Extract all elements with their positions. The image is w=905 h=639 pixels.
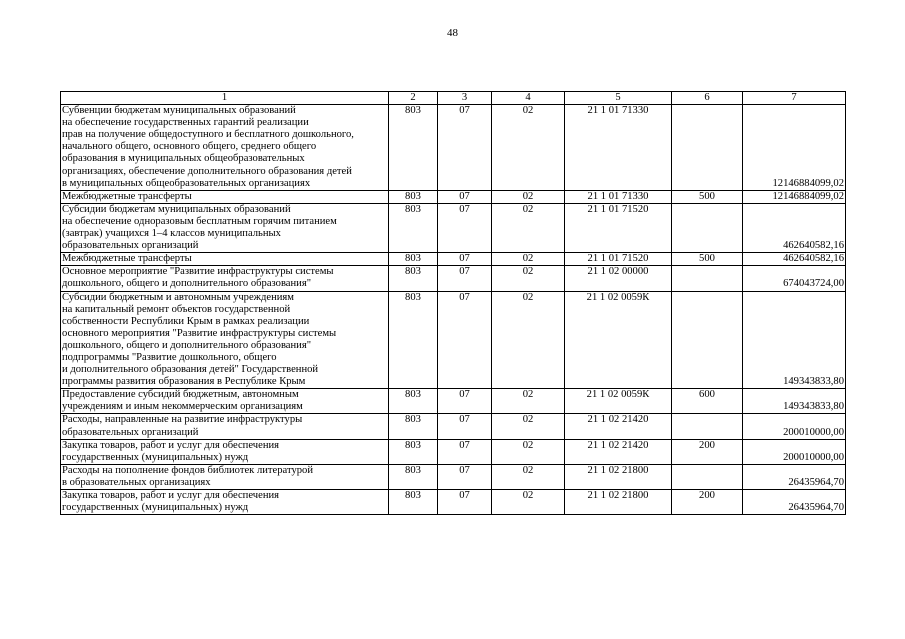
row-col-3-text: 07 xyxy=(459,105,470,117)
row-col-6 xyxy=(672,253,743,266)
row-col-4-text: 02 xyxy=(522,389,534,401)
row-description xyxy=(61,414,389,439)
table-row xyxy=(61,253,846,266)
table-row xyxy=(61,414,846,439)
table-row xyxy=(61,105,846,191)
row-col-3-text: 07 xyxy=(459,490,470,501)
row-col-3 xyxy=(438,439,492,464)
header-cell: 6 xyxy=(672,92,743,105)
header-cell: 2 xyxy=(389,92,438,105)
row-col-5 xyxy=(565,253,672,266)
row-col-3 xyxy=(438,266,492,291)
row-description xyxy=(61,190,389,203)
row-col-4-text: 02 xyxy=(522,414,534,426)
row-amount xyxy=(743,414,846,439)
row-amount-text: 12146884099,02 xyxy=(772,190,844,202)
table-row xyxy=(61,464,846,489)
row-col-3 xyxy=(438,105,492,191)
header-cell: 5 xyxy=(565,92,672,105)
row-col-2 xyxy=(389,253,438,266)
row-amount xyxy=(743,105,846,191)
row-col-5-text: 21 1 02 21420 xyxy=(587,414,649,426)
page-number: 48 xyxy=(447,27,458,39)
row-col-3 xyxy=(438,389,492,414)
row-col-2 xyxy=(389,389,438,414)
row-amount xyxy=(743,203,846,252)
table-row xyxy=(61,190,846,203)
row-description xyxy=(61,291,389,389)
row-description xyxy=(61,439,389,464)
row-col-6 xyxy=(672,105,743,191)
row-col-4 xyxy=(492,414,565,439)
row-col-3 xyxy=(438,414,492,439)
budget-table xyxy=(60,91,846,515)
row-description-text: Расходы, направленные на развитие инфраструктуры образовательных организаций xyxy=(62,414,303,438)
row-amount-text: 26435964,70 xyxy=(788,476,844,488)
row-amount-text: 674043724,00 xyxy=(783,278,844,290)
row-col-3 xyxy=(438,464,492,489)
row-col-5-text: 21 1 02 0059К xyxy=(586,291,650,303)
row-col-2 xyxy=(389,490,438,515)
row-col-5-text: 21 1 02 21800 xyxy=(587,464,649,476)
row-amount xyxy=(743,190,846,203)
row-col-4-text: 02 xyxy=(522,203,534,215)
row-col-3 xyxy=(438,190,492,203)
row-col-4-text: 02 xyxy=(522,266,534,278)
row-amount xyxy=(743,439,846,464)
row-col-4 xyxy=(492,253,565,266)
row-col-2-text: 803 xyxy=(405,464,421,476)
row-description-text: Субсидии бюджетам муниципальных образований на обеспечение одноразовым бесплатным горячим питанием (завтрак) учащихся 1–4 классов муниципальных образовательных организаций xyxy=(62,203,337,252)
row-description xyxy=(61,266,389,291)
row-col-3 xyxy=(438,253,492,266)
row-col-3-text: 07 xyxy=(459,439,470,451)
row-col-2-text: 803 xyxy=(405,389,421,401)
row-col-3-text: 07 xyxy=(459,253,470,265)
row-col-5 xyxy=(565,439,672,464)
row-col-6 xyxy=(672,203,743,252)
row-description xyxy=(61,389,389,414)
row-amount xyxy=(743,490,846,515)
row-col-6 xyxy=(672,464,743,489)
row-col-4 xyxy=(492,190,565,203)
row-col-6 xyxy=(672,389,743,414)
row-amount-text: 462640582,16 xyxy=(783,240,844,252)
row-col-2-text: 803 xyxy=(405,490,421,501)
row-col-3-text: 07 xyxy=(459,203,470,215)
row-col-4 xyxy=(492,439,565,464)
header-cell: 1 xyxy=(61,92,389,105)
row-col-5 xyxy=(565,105,672,191)
row-col-2-text: 803 xyxy=(405,203,421,215)
row-col-5-text: 21 1 02 00000 xyxy=(587,266,649,278)
row-description xyxy=(61,253,389,266)
row-description-text: Основное мероприятие "Развитие инфраструктуры системы дошкольного, общего и дополнительного образования" xyxy=(62,266,334,290)
row-col-5-text: 21 1 01 71330 xyxy=(587,190,649,202)
row-col-5-text: 21 1 02 21800 xyxy=(587,490,649,501)
row-col-5 xyxy=(565,190,672,203)
row-col-4-text: 02 xyxy=(522,291,534,303)
row-col-4 xyxy=(492,105,565,191)
row-col-4-text: 02 xyxy=(522,464,534,476)
table-row xyxy=(61,439,846,464)
row-col-2 xyxy=(389,439,438,464)
row-amount xyxy=(743,291,846,389)
row-description-text: Межбюджетные трансферты xyxy=(62,190,192,202)
header-cell: 3 xyxy=(438,92,492,105)
row-col-4 xyxy=(492,464,565,489)
row-col-4 xyxy=(492,203,565,252)
row-description-text: Межбюджетные трансферты xyxy=(62,253,192,265)
row-col-5 xyxy=(565,414,672,439)
row-col-3-text: 07 xyxy=(459,414,470,426)
table-row xyxy=(61,291,846,389)
table-row xyxy=(61,203,846,252)
row-description-text: Субсидии бюджетным и автономным учреждениям на капитальный ремонт объектов государственной собственности Республики Крым в рамках реализации основного мероприятия "Развитие инфраструктуры системы дошкольного, общего и дополнительного образования" подпрограммы "Развитие дошкольного, общего и дополнительного образования детей" Государственной программы развития образования в Республике Крым xyxy=(62,291,337,388)
table-row xyxy=(61,490,846,515)
row-description-text: Закупка товаров, работ и услуг для обеспечения государственных (муниципальных) нужд xyxy=(62,439,280,463)
row-col-2 xyxy=(389,291,438,389)
row-description-text: Закупка товаров, работ и услуг для обеспечения государственных (муниципальных) нужд xyxy=(62,490,280,514)
row-description xyxy=(61,105,389,191)
row-col-4 xyxy=(492,389,565,414)
row-col-5-text: 21 1 01 71330 xyxy=(587,105,649,117)
row-col-6-text: 500 xyxy=(699,253,715,265)
row-col-2 xyxy=(389,414,438,439)
row-col-2-text: 803 xyxy=(405,266,421,278)
row-col-5 xyxy=(565,464,672,489)
row-col-6 xyxy=(672,439,743,464)
row-amount-text: 12146884099,02 xyxy=(772,177,844,189)
row-description-text: Субвенции бюджетам муниципальных образований на обеспечение государственных гарантий реализации прав на получение общедоступного и бесплатного дошкольного, начального общего, основного общего, среднего общего образования в муниципальных общеобразовательных организациях, обеспечение дополнительного образования детей в муниципальных общеобразовательных организациях xyxy=(62,105,354,189)
row-col-2-text: 803 xyxy=(405,414,421,426)
table-row xyxy=(61,266,846,291)
row-col-2 xyxy=(389,464,438,489)
row-amount-text: 26435964,70 xyxy=(788,502,844,514)
row-col-3-text: 07 xyxy=(459,190,470,202)
row-col-2 xyxy=(389,266,438,291)
row-col-5-text: 21 1 02 21420 xyxy=(587,439,649,451)
row-col-5 xyxy=(565,389,672,414)
row-description-text: Предоставление субсидий бюджетным, автономным учреждениям и иным некоммерческим организациям xyxy=(62,389,303,413)
row-amount-text: 149343833,80 xyxy=(783,376,844,388)
row-col-3 xyxy=(438,490,492,515)
row-col-4-text: 02 xyxy=(522,253,534,265)
row-col-5 xyxy=(565,203,672,252)
row-col-2-text: 803 xyxy=(405,439,421,451)
row-col-2 xyxy=(389,203,438,252)
row-description xyxy=(61,464,389,489)
row-amount-text: 200010000,00 xyxy=(783,451,844,463)
row-col-5-text: 21 1 01 71520 xyxy=(587,253,649,265)
row-col-4 xyxy=(492,490,565,515)
row-amount-text: 462640582,16 xyxy=(783,253,844,265)
row-col-6 xyxy=(672,490,743,515)
row-col-2-text: 803 xyxy=(405,253,421,265)
row-col-5-text: 21 1 02 0059К xyxy=(586,389,650,401)
row-amount xyxy=(743,389,846,414)
row-col-6-text: 500 xyxy=(699,190,715,202)
row-col-6 xyxy=(672,190,743,203)
row-col-4-text: 02 xyxy=(522,105,534,117)
header-cell: 4 xyxy=(492,92,565,105)
row-col-2-text: 803 xyxy=(405,105,421,117)
row-col-4-text: 02 xyxy=(522,190,534,202)
row-col-4 xyxy=(492,266,565,291)
row-col-6 xyxy=(672,266,743,291)
row-col-5 xyxy=(565,291,672,389)
row-col-6-text: 600 xyxy=(699,389,715,401)
row-col-6-text: 200 xyxy=(699,490,715,501)
row-col-2-text: 803 xyxy=(405,291,421,303)
row-col-4-text: 02 xyxy=(522,439,534,451)
row-amount xyxy=(743,253,846,266)
row-description xyxy=(61,490,389,515)
header-cell: 7 xyxy=(743,92,846,105)
row-col-6-text: 200 xyxy=(699,439,715,451)
row-col-4 xyxy=(492,291,565,389)
row-description-text: Расходы на пополнение фондов библиотек литературой в образовательных организациях xyxy=(62,464,314,488)
row-amount xyxy=(743,266,846,291)
row-col-5-text: 21 1 01 71520 xyxy=(587,203,649,215)
row-col-6 xyxy=(672,414,743,439)
row-col-2 xyxy=(389,190,438,203)
row-col-3-text: 07 xyxy=(459,464,470,476)
table-row xyxy=(61,389,846,414)
row-col-3-text: 07 xyxy=(459,389,470,401)
row-amount-text: 200010000,00 xyxy=(783,426,844,438)
row-col-3 xyxy=(438,291,492,389)
row-col-6 xyxy=(672,291,743,389)
row-col-3-text: 07 xyxy=(459,266,470,278)
row-amount-text: 149343833,80 xyxy=(783,401,844,413)
row-col-5 xyxy=(565,266,672,291)
row-col-5 xyxy=(565,490,672,515)
row-col-2-text: 803 xyxy=(405,190,421,202)
table-header-row xyxy=(61,92,846,105)
row-description xyxy=(61,203,389,252)
row-col-2 xyxy=(389,105,438,191)
row-amount xyxy=(743,464,846,489)
row-col-3 xyxy=(438,203,492,252)
row-col-3-text: 07 xyxy=(459,291,470,303)
row-col-4-text: 02 xyxy=(522,490,534,501)
